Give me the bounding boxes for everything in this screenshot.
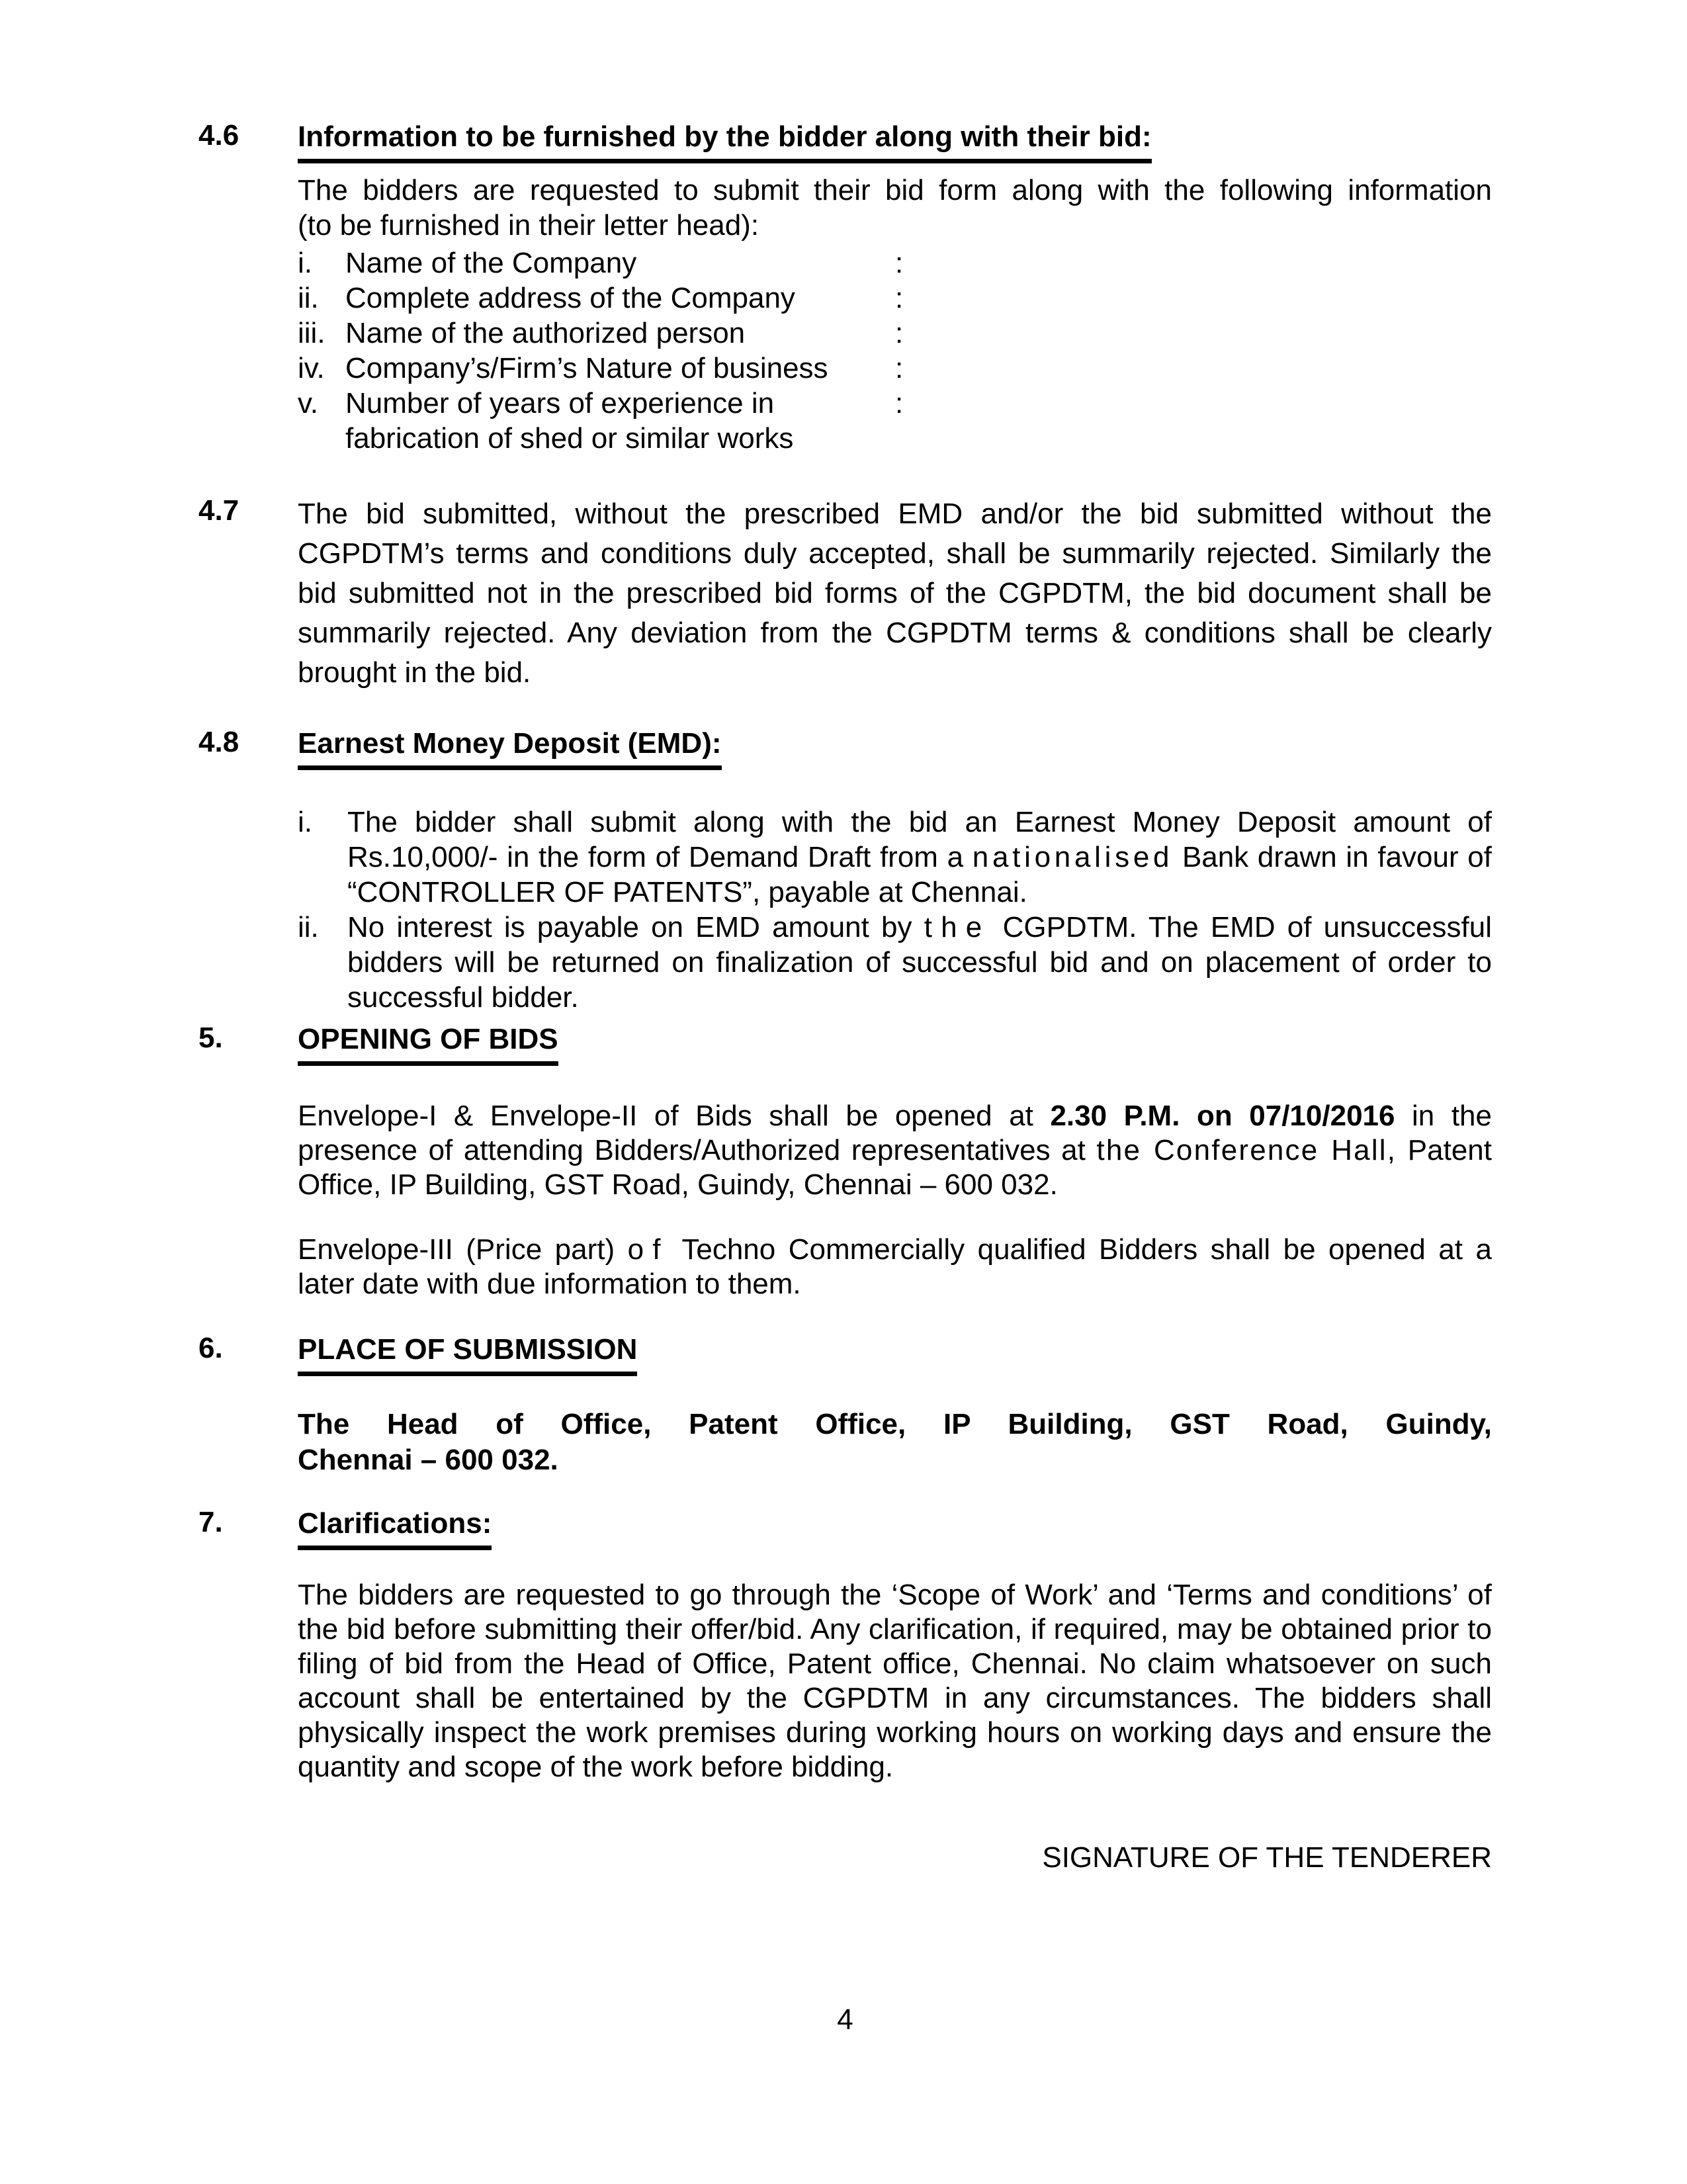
list-item <box>298 281 1492 316</box>
section-heading-text: PLACE OF SUBMISSION <box>298 1332 637 1376</box>
tracked-text-run: of <box>627 1233 670 1266</box>
section-4-8 <box>198 726 1492 1015</box>
list-item-label: Company’s/Firm’s Nature of business <box>345 352 828 384</box>
list-item-label: Complete address of the Company <box>345 282 795 314</box>
intro-line-1: The bidders are requested to submit their bid form along with the following information <box>298 174 1492 206</box>
list-item-marker: iv. <box>298 352 325 384</box>
opening-paragraph <box>298 1099 1492 1202</box>
list-item <box>298 805 1492 910</box>
list-item-colon: : <box>895 317 904 349</box>
section-content <box>298 119 1492 456</box>
list-item-marker: i. <box>298 806 312 838</box>
text-run: Techno Commercially qualified Bidders shall be opened at a later date with due information to them. <box>298 1233 1492 1300</box>
section-content <box>298 1506 1492 1784</box>
section-4-7 <box>198 494 1492 693</box>
section-heading <box>298 1506 1492 1550</box>
clarifications-paragraph: The bidders are requested to go through the ‘Scope of Work’ and ‘Terms and conditions’ of the bid before submitting their offer/bid. Any clarification, if required, may be obtained prior to filing of bid from the Head of Office, Patent office, Chennai. No claim whatsoever on such account shall be entertained by the CGPDTM in any circumstances. The bidders shall physically inspect the work premises during working hours on working days and ensure the quantity and scope of the work before bidding. <box>298 1579 1492 1783</box>
text-run: CGPDTM. The EMD of unsuccessful bidders will be returned on finalization of successful bid and on placement of order to successful bidder. <box>347 911 1492 1014</box>
text-run: in the presence of attending Bidders/Authorized representatives at <box>298 1100 1492 1166</box>
list-item-marker: i. <box>298 247 312 279</box>
list-item-continuation <box>298 421 1492 456</box>
section-number: 7. <box>198 1506 223 1538</box>
section-number: 4.8 <box>198 726 239 758</box>
section-6 <box>198 1332 1492 1478</box>
submission-address <box>298 1407 1492 1478</box>
list-item <box>298 351 1492 386</box>
list-item-colon: : <box>895 352 904 384</box>
section-heading-text: Information to be furnished by the bidder along with their bid: <box>298 119 1152 163</box>
list-item-marker: ii. <box>298 911 319 943</box>
list-item <box>298 316 1492 351</box>
section-heading-text: Earnest Money Deposit (EMD): <box>298 726 722 770</box>
list-item-colon: : <box>895 282 904 314</box>
text-run: The bidder shall submit along with the bid an Earnest Money Deposit amount of Rs.10,000/- in the form of Demand Draft from a <box>347 806 1492 873</box>
list-item-marker: v. <box>298 387 318 419</box>
tracked-text-run: the <box>924 911 991 943</box>
emd-list <box>298 805 1492 1015</box>
list-item <box>298 386 1492 421</box>
text-run: Patent Office, IP Building, GST Road, Guindy, Chennai – 600 032. <box>298 1134 1492 1201</box>
intro-paragraph <box>298 173 1492 243</box>
tracked-text-run: the Conference Hall, <box>1096 1134 1397 1166</box>
list-item-colon: : <box>895 247 904 279</box>
bold-datetime: 2.30 P.M. on 07/10/2016 <box>1050 1100 1395 1132</box>
section-number: 6. <box>198 1332 223 1364</box>
section-number: 5. <box>198 1022 223 1054</box>
section-content <box>298 1332 1492 1478</box>
address-line-2: Chennai – 600 032. <box>298 1444 558 1476</box>
signature-line: SIGNATURE OF THE TENDERER <box>1042 1841 1492 1874</box>
list-item-text <box>347 910 1492 1015</box>
section-content <box>298 726 1492 1015</box>
section-heading-text: Clarifications: <box>298 1506 492 1550</box>
intro-line-2: (to be furnished in their letter head): <box>298 209 759 241</box>
page-number: 4 <box>837 2003 853 2036</box>
text-run: No interest is payable on EMD amount by <box>347 911 924 943</box>
list-item <box>298 245 1492 281</box>
section-5 <box>198 1022 1492 1301</box>
section-number: 4.6 <box>198 119 239 152</box>
list-item-marker: iii. <box>298 317 325 349</box>
list-item-text <box>347 805 1492 910</box>
section-heading <box>298 1022 1492 1066</box>
section-content <box>298 494 1492 693</box>
section-heading <box>298 1332 1492 1376</box>
list-item-label: Name of the authorized person <box>345 317 746 349</box>
section-heading <box>298 119 1492 163</box>
list-item <box>298 910 1492 1015</box>
envelope3-paragraph <box>298 1233 1492 1301</box>
list-item-colon: : <box>895 387 904 419</box>
list-item-colon-empty <box>895 421 1492 456</box>
section-7 <box>198 1506 1492 1784</box>
section-paragraph: The bid submitted, without the prescribed EMD and/or the bid submitted without the CGPDTM’s terms and conditions duly accepted, shall be summarily rejected. Similarly the bid submitted not in the prescribed bid forms of the CGPDTM, the bid document shall be summarily rejected. Any deviation from the CGPDTM terms & conditions shall be clearly brought in the bid. <box>298 498 1492 689</box>
section-heading <box>298 726 1492 770</box>
tracked-text-run: nationalised <box>972 841 1174 873</box>
text-run: Envelope-I & Envelope-II of Bids shall be opened at <box>298 1100 1051 1132</box>
section-4-6 <box>198 119 1492 456</box>
section-number: 4.7 <box>198 494 239 527</box>
list-item-label: Name of the Company <box>345 247 637 279</box>
bidder-info-list <box>298 245 1492 456</box>
section-content <box>298 1022 1492 1301</box>
list-item-label-line2: fabrication of shed or similar works <box>345 422 794 455</box>
list-item-label: Number of years of experience in <box>345 387 775 419</box>
text-run: Bank drawn in favour of “CONTROLLER OF PATENTS”, payable at Chennai. <box>347 841 1492 908</box>
list-item-marker-empty <box>298 421 345 456</box>
section-heading-text: OPENING OF BIDS <box>298 1022 558 1066</box>
address-line-1: The Head of Office, Patent Office, IP Building, GST Road, Guindy, <box>298 1408 1492 1440</box>
text-run: Envelope-III (Price part) <box>298 1233 628 1266</box>
list-item-marker: ii. <box>298 282 319 314</box>
